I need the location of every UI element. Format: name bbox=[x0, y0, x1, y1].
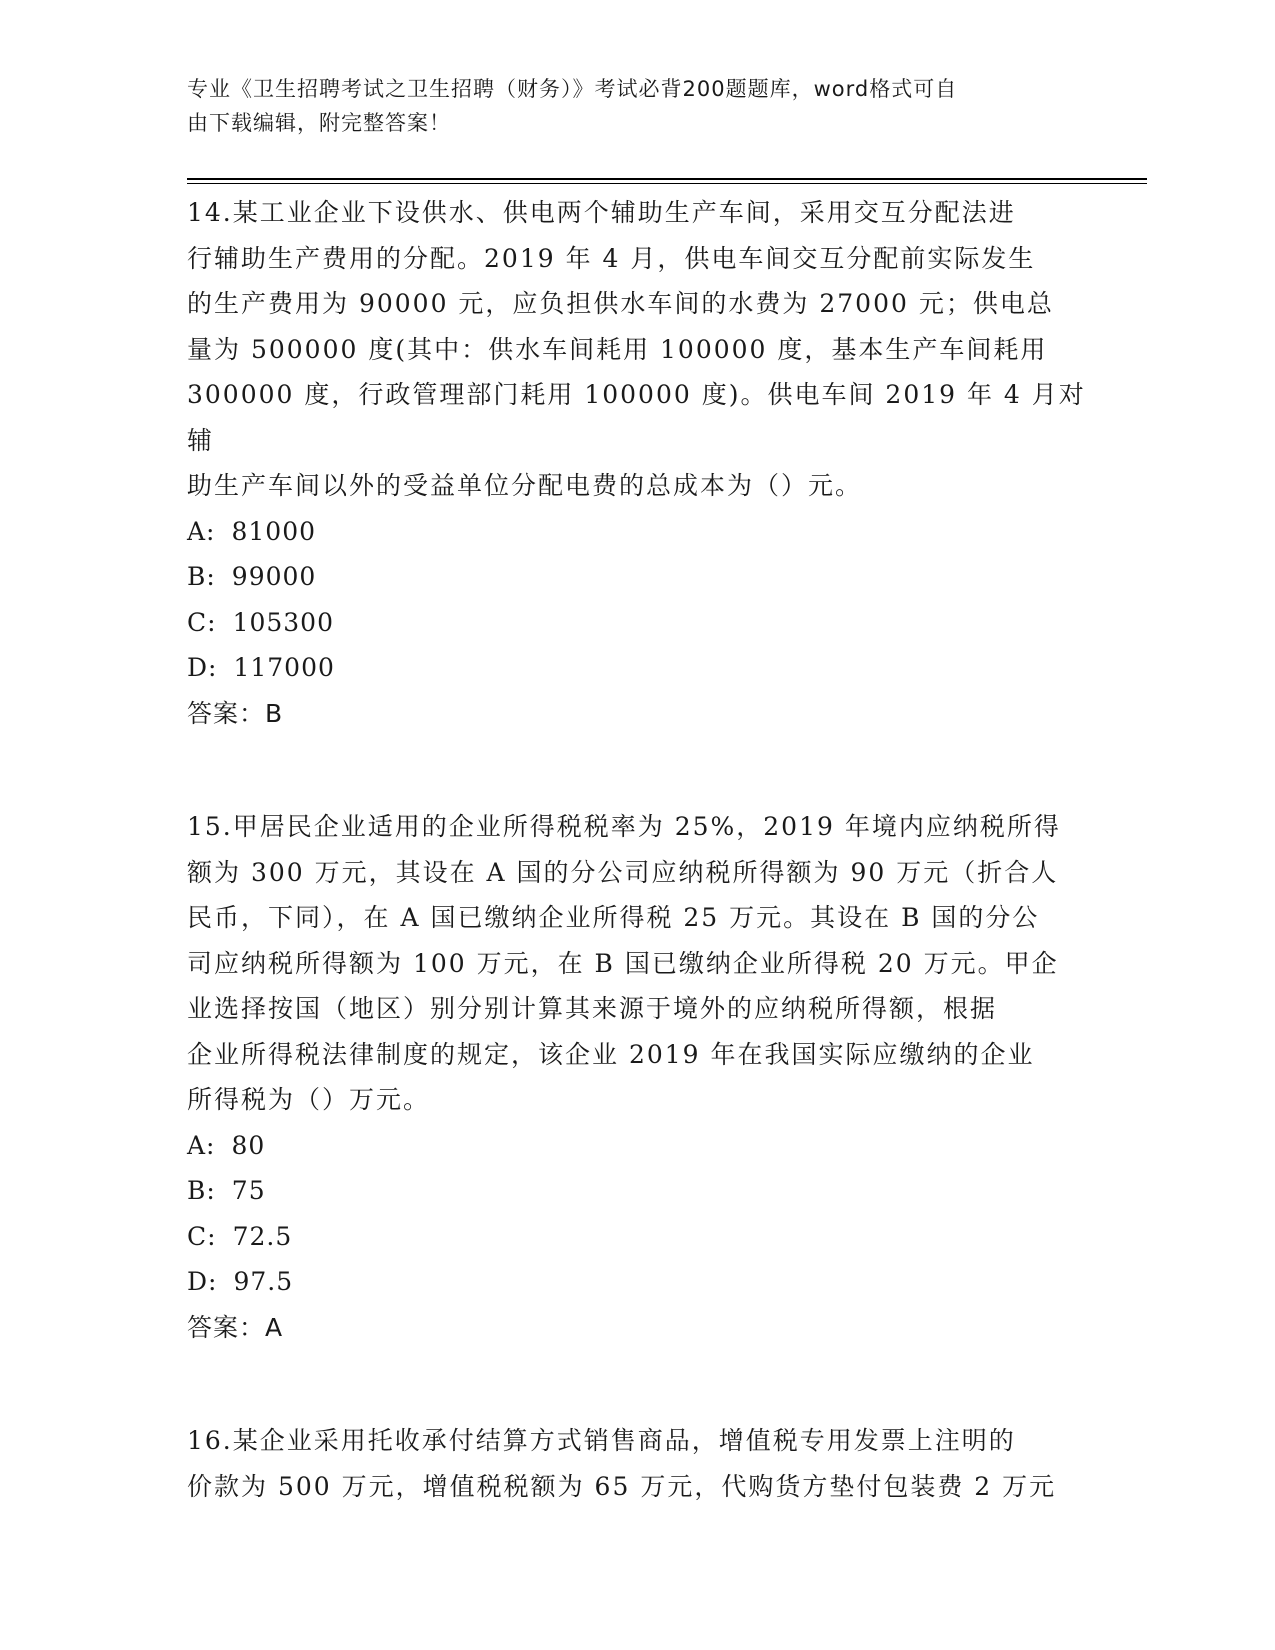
option-label: B: bbox=[187, 1176, 216, 1205]
question-stem bbox=[187, 804, 1087, 1123]
stem-line: 300000 度，行政管理部门耗用 100000 度)。供电车间 2019 年 4 月对辅 bbox=[187, 380, 1086, 455]
stem-line: 助生产车间以外的受益单位分配电费的总成本为（）元。 bbox=[187, 471, 863, 500]
stem-line: 司应纳税所得额为 100 万元，在 B 国已缴纳企业所得税 20 万元。甲企 bbox=[187, 948, 1059, 978]
question-stem bbox=[187, 1418, 1087, 1509]
header-line-2: 由下载编辑，附完整答案！ bbox=[187, 111, 451, 135]
stem-line: 所得税为（）万元。 bbox=[187, 1085, 431, 1114]
option-b bbox=[187, 554, 1087, 600]
question-14 bbox=[187, 190, 1087, 736]
option-value: 75 bbox=[231, 1176, 266, 1205]
option-value: 72.5 bbox=[232, 1221, 293, 1251]
question-stem bbox=[187, 190, 1087, 509]
stem-line: 16.某企业采用托收承付结算方式销售商品，增值税专用发票上注明的 bbox=[187, 1426, 1016, 1455]
stem-line: 民币，下同），在 A 国已缴纳企业所得税 25 万元。其设在 B 国的分公 bbox=[187, 903, 1040, 932]
option-label: C: bbox=[187, 607, 217, 637]
option-c bbox=[187, 600, 1087, 646]
stem-line: 业选择按国（地区）别分别计算其来源于境外的应纳税所得额，根据 bbox=[187, 994, 998, 1023]
header-divider-thin bbox=[187, 183, 1147, 184]
option-d bbox=[187, 1259, 1087, 1305]
option-c bbox=[187, 1214, 1087, 1260]
question-15 bbox=[187, 804, 1087, 1350]
option-label: C: bbox=[187, 1221, 217, 1251]
option-value: 81000 bbox=[231, 516, 317, 546]
option-label: D: bbox=[187, 653, 218, 682]
option-label: D: bbox=[187, 1267, 218, 1296]
header-divider-thick bbox=[187, 178, 1147, 180]
option-b bbox=[187, 1168, 1087, 1214]
option-label: A: bbox=[187, 1130, 216, 1160]
document-header bbox=[187, 72, 1067, 140]
option-label: A: bbox=[187, 516, 216, 546]
option-label: B: bbox=[187, 562, 216, 591]
option-value: 105300 bbox=[232, 607, 334, 637]
header-line-1: 专业《卫生招聘考试之卫生招聘（财务）》考试必背200题题库，word格式可自 bbox=[187, 77, 958, 101]
question-16 bbox=[187, 1418, 1087, 1509]
stem-line: 量为 500000 度(其中：供水车间耗用 100000 度，基本生产车间耗用 bbox=[187, 334, 1048, 364]
stem-line: 14.某工业企业下设供水、供电两个辅助生产车间，采用交互分配法进 bbox=[187, 198, 1016, 227]
stem-line: 企业所得税法律制度的规定，该企业 2019 年在我国实际应缴纳的企业 bbox=[187, 1039, 1035, 1069]
option-a bbox=[187, 509, 1087, 555]
option-d bbox=[187, 645, 1087, 691]
option-value: 117000 bbox=[233, 653, 335, 682]
stem-line: 行辅助生产费用的分配。2019 年 4 月，供电车间交互分配前实际发生 bbox=[187, 243, 1036, 273]
option-value: 80 bbox=[231, 1130, 266, 1160]
stem-line: 价款为 500 万元，增值税税额为 65 万元，代购货方垫付包装费 2 万元 bbox=[187, 1471, 1057, 1501]
stem-line: 额为 300 万元，其设在 A 国的分公司应纳税所得额为 90 万元（折合人 bbox=[187, 857, 1059, 887]
answer-text: 答案：A bbox=[187, 1312, 284, 1342]
option-value: 97.5 bbox=[233, 1267, 294, 1296]
stem-line: 15.甲居民企业适用的企业所得税税率为 25%，2019 年境内应纳税所得 bbox=[187, 812, 1061, 841]
option-value: 99000 bbox=[231, 562, 317, 591]
question-list bbox=[187, 190, 1087, 1577]
option-a bbox=[187, 1123, 1087, 1169]
answer-text: 答案：B bbox=[187, 698, 284, 728]
stem-line: 的生产费用为 90000 元，应负担供水车间的水费为 27000 元；供电总 bbox=[187, 289, 1054, 318]
